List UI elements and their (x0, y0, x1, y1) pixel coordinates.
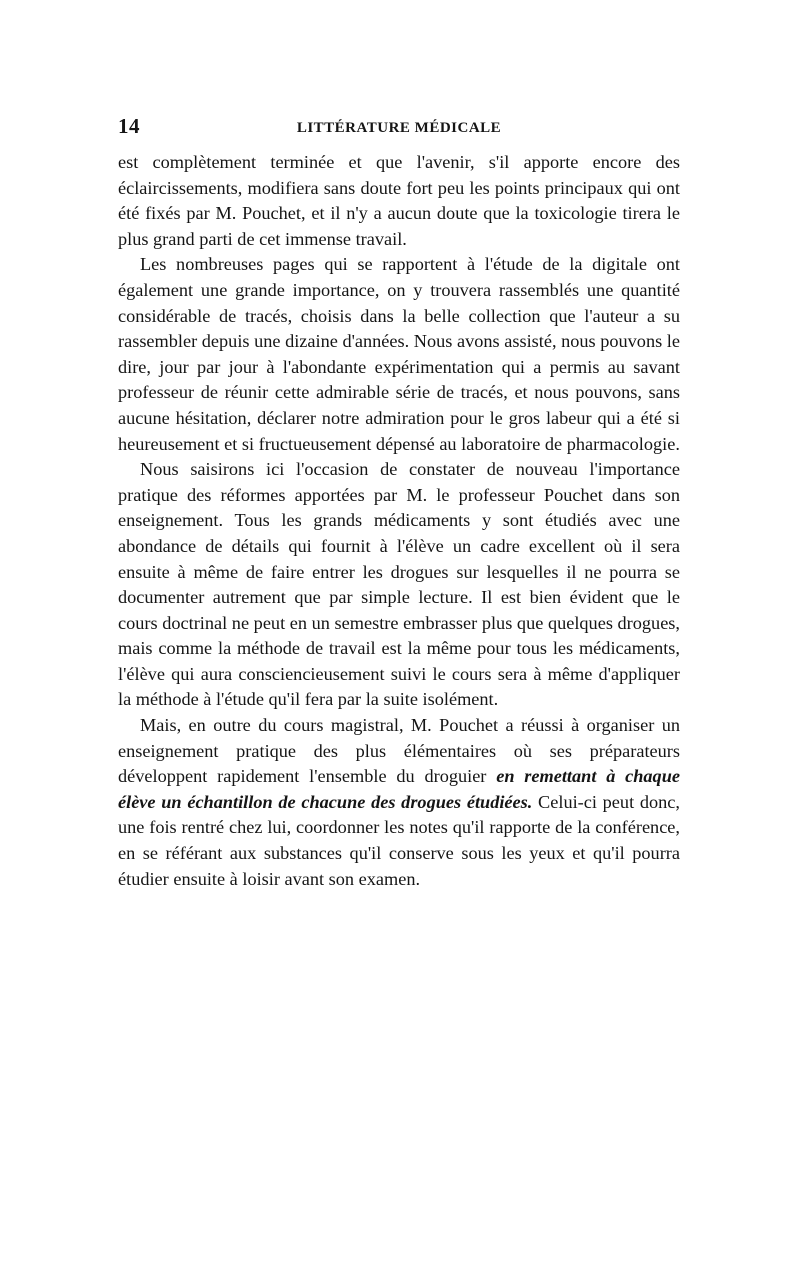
running-title: LITTÉRATURE MÉDICALE (296, 120, 502, 136)
paragraph-4-text-after: Celui-ci peut donc, une fois rentré chez lui, coordonner les notes qu'il rapporte de la conférence, en se référant aux substances qu'il conserve sous les yeux et qu'il pourra étudier ensuite à loisir avant son examen. (118, 791, 680, 889)
paragraph-4-italic-text: en remettant à chaque élève un échantillon de chacune des drogues étudiées. (118, 766, 680, 812)
paragraph-4 (118, 713, 680, 892)
paragraph-2: Les nombreuses pages qui se rapportent à l'étude de la digitale ont également une grande importance, on y trouvera rassemblés une quantité considérable de tracés, choisis dans la belle collection que l'auteur a su rassembler depuis une dizaine d'années. Nous avons assisté, nous pouvons le dire, jour par jour à l'abondante expérimentation qui a permis au savant professeur de réunir cette admirable série de tracés, et nous pouvons, sans aucune hésitation, déclarer notre admiration pour le gros labeur qui a été si heureusement et si fructueusement dépensé au laboratoire de pharmacologie. (118, 254, 680, 454)
paragraph-4-text-before: Mais, en outre du cours magistral, M. Pouchet a réussi à organiser un enseignement pratique des plus élémentaires où ses préparateurs développent rapidement l'ensemble du droguier (118, 715, 680, 787)
body-text (118, 150, 680, 892)
page-number: 14 (118, 114, 140, 138)
paragraph-1: est complètement terminée et que l'avenir, s'il apporte encore des éclaircissements, modifiera sans doute fort peu les points principaux qui ont été fixés par M. Pouchet, et il n'y a aucun doute que la toxicologie tirera le plus grand parti de cet immense travail. (118, 152, 680, 249)
book-page (118, 112, 680, 892)
running-head (118, 112, 680, 142)
paragraph-3: Nous saisirons ici l'occasion de constater de nouveau l'importance pratique des réformes apportées par M. le professeur Pouchet dans son enseignement. Tous les grands médicaments y sont étudiés avec une abondance de détails qui fournit à l'élève un cadre excellent où il sera ensuite à même de faire entrer les drogues sur lesquelles il ne pourra se documenter autrement que par simple lecture. Il est bien évident que le cours doctrinal ne peut en un semestre embrasser plus que quelques drogues, mais comme la méthode de travail est la même pour tous les médicaments, l'élève qui aura consciencieusement suivi le cours sera à même d'appliquer la méthode à l'étude qu'il fera par la suite isolément. (118, 459, 680, 710)
